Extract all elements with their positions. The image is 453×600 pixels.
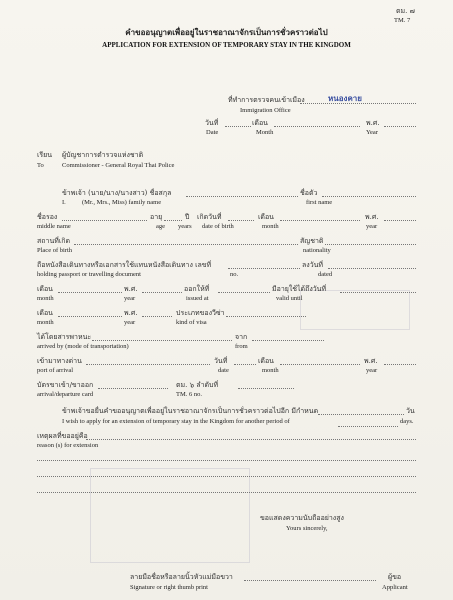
date-month-th: เดือน — [252, 119, 268, 127]
date-day-th: วันที่ — [205, 119, 219, 127]
arrival-by-th: ได้โดยสารพาหนะ — [37, 333, 92, 341]
name-i-th: ข้าพเจ้า (นาย/นาง/นางสาว) ชื่อสกุล — [62, 189, 172, 197]
name-i-en: I. — [62, 199, 66, 206]
issued-year-th: พ.ศ. — [124, 285, 138, 293]
arrival-from-en: from — [235, 343, 248, 350]
birthplace-en: Place of birth — [37, 247, 73, 254]
visa-month-en: month — [37, 319, 54, 326]
arrival-from-th: จาก — [235, 333, 248, 341]
issued-year-en: year — [124, 295, 136, 302]
request-days-en: days. — [400, 418, 414, 425]
card-tm-en: TM. 6 no. — [176, 391, 202, 398]
date-year-en: Year — [366, 129, 378, 136]
port-date-th: วันที่ — [214, 357, 228, 365]
years-th: ปี — [185, 213, 190, 221]
title-thai: คำขออนุญาตเพื่ออยู่ในราชอาณาจักรเป็นการชั่วคราวต่อไป — [125, 28, 328, 37]
date-year-th: พ.ศ. — [366, 119, 380, 127]
issued-at-en: issued at — [186, 295, 209, 302]
issued-month-en: month — [37, 295, 54, 302]
years-en: years — [178, 223, 192, 230]
request-days-th: วัน — [406, 407, 415, 415]
sign-th: ลายมือชื่อหรือลายนิ้วหัวแม่มือขวา — [130, 573, 233, 581]
port-month-en: month — [262, 367, 279, 374]
request-en: I wish to apply for an extension of temporary stay in the Kingdom for another period of — [62, 418, 290, 425]
reason-th: เหตุผลที่ขออยู่คือ — [37, 432, 88, 440]
name-first-en: first name — [306, 199, 333, 206]
to-value-th: ผู้บัญชาการตำรวจแห่งชาติ — [62, 151, 144, 159]
office-label-th: ที่ทำการตรวจคนเข้าเมือง — [228, 96, 305, 104]
name-first-th: ชื่อตัว — [300, 189, 318, 197]
nationality-th: สัญชาติ — [300, 237, 324, 245]
reason-en: reason (s) for extension — [37, 442, 99, 449]
port-th: เข้ามาทางด่าน — [37, 357, 82, 365]
dob-year-th: พ.ศ. — [365, 213, 379, 221]
office-stamp: หนองคาย — [328, 94, 362, 103]
age-en: age — [156, 223, 166, 230]
passport-dated-th: ลงวันที่ — [302, 261, 324, 269]
valid-en: valid until — [276, 295, 303, 302]
sign-en: Signature or right thumb print — [130, 584, 208, 591]
visa-month-th: เดือน — [37, 309, 53, 317]
dob-en: date of birth — [202, 223, 234, 230]
dob-month-en: month — [262, 223, 279, 230]
issued-month-th: เดือน — [37, 285, 53, 293]
middle-name-en: middle name — [37, 223, 71, 230]
passport-no-en: no. — [230, 271, 239, 278]
form-code-en: TM. 7 — [394, 17, 411, 24]
birthplace-th: สถานที่เกิด — [37, 237, 71, 245]
bleed-through-box-2 — [300, 290, 410, 330]
valid-th: มีอายุใช้ได้ถึงวันที่ — [272, 285, 327, 293]
dob-month-th: เดือน — [258, 213, 274, 221]
visa-year-th: พ.ศ. — [124, 309, 138, 317]
closing-respect-th: ขอแสดงความนับถืออย่างสูง — [260, 514, 344, 522]
to-label-th: เรียน — [37, 151, 53, 159]
arrival-by-en: arrived by (mode of transportation) — [37, 343, 129, 350]
passport-dated-en: dated — [318, 271, 333, 278]
visa-kind-th: ประเภทของวีซ่า — [176, 309, 225, 317]
middle-name-th: ชื่อรอง — [37, 213, 58, 221]
port-date-en: date — [218, 367, 229, 374]
bleed-through-box — [90, 468, 250, 563]
visa-kind-en: kind of visa — [176, 319, 207, 326]
request-th: ข้าพเจ้าขอยื่นคำขออนุญาตเพื่ออยู่ในราชอาณาจักรเป็นการชั่วคราวต่อไปอีก มีกำหนด — [62, 407, 319, 415]
dob-th: เกิดวันที่ — [197, 213, 222, 221]
visa-year-en: year — [124, 319, 136, 326]
to-value-en: Commissioner - General Royal Thai Police — [62, 162, 175, 169]
applicant-en: Applicant — [382, 584, 408, 591]
title-english: APPLICATION FOR EXTENSION OF TEMPORARY STAY IN THE KINGDOM — [102, 41, 351, 49]
issued-at-th: ออกให้ที่ — [184, 285, 210, 293]
passport-en: holding passport or travelling document — [37, 271, 141, 278]
card-tm-th: ตม. ๖ ลำดับที่ — [176, 381, 219, 389]
date-month-en: Month — [256, 129, 274, 136]
dob-year-en: year — [366, 223, 378, 230]
office-label-en: Immigration Office — [240, 107, 291, 114]
date-day-en: Date — [206, 129, 219, 136]
nationality-en: nationality — [303, 247, 331, 254]
port-year-th: พ.ศ. — [364, 357, 378, 365]
closing-yours-en: Yours sincerely, — [286, 525, 328, 532]
name-title-en: (Mr., Mrs., Miss) family name — [82, 199, 162, 206]
port-month-th: เดือน — [258, 357, 274, 365]
applicant-th: ผู้ขอ — [388, 573, 402, 581]
age-th: อายุ — [150, 213, 163, 221]
port-year-en: year — [366, 367, 378, 374]
card-en: arrival/departure card — [37, 391, 94, 398]
to-label-en: To — [37, 162, 44, 169]
port-en: port of arrival — [37, 367, 74, 374]
card-th: บัตรขาเข้า/ขาออก — [37, 381, 94, 389]
passport-th: ถือหนังสือเดินทางหรือเอกสารใช้แทนหนังสือเดินทาง เลขที่ — [37, 261, 212, 269]
form-code-th: ตม. ๗ — [396, 7, 415, 15]
